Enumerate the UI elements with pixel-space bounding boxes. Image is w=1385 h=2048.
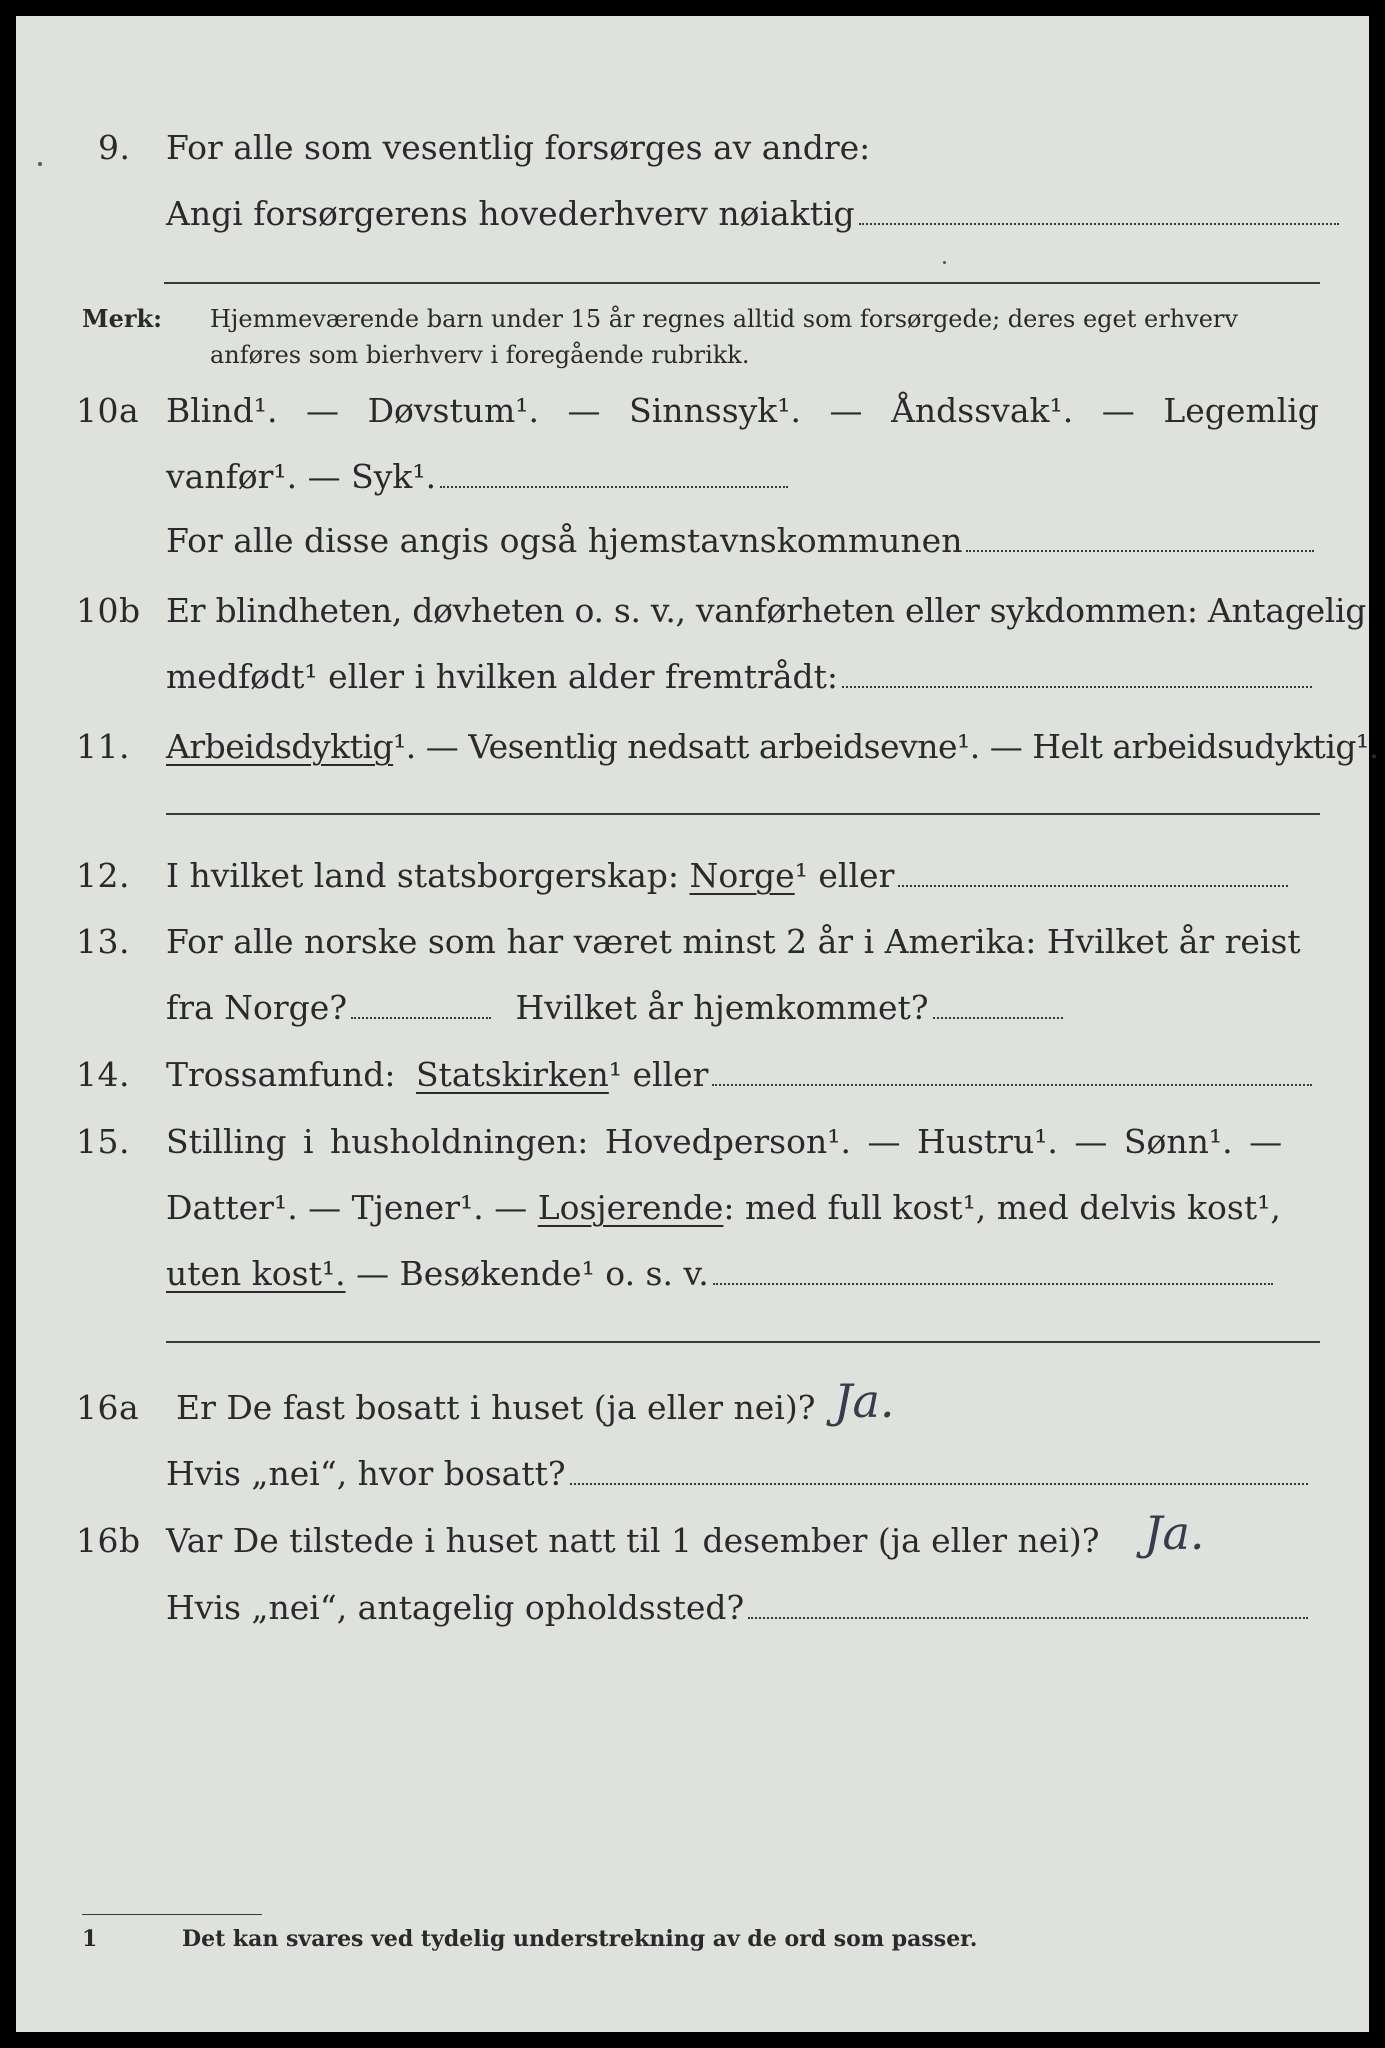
q13-row xyxy=(16,922,1369,982)
q10b-row2 xyxy=(16,657,1369,717)
q10b-number: 10b xyxy=(76,591,141,630)
q15-row3 xyxy=(16,1254,1369,1314)
q16a-residence-field[interactable] xyxy=(570,1482,1308,1485)
q14-or: ¹ eller xyxy=(608,1055,709,1094)
q12-country-field[interactable] xyxy=(898,884,1288,887)
census-form-page xyxy=(16,16,1379,2032)
q10a-options xyxy=(166,391,1319,430)
q15-other-field[interactable] xyxy=(713,1282,1273,1285)
q14-row xyxy=(16,1055,1369,1115)
q14-denomination-field[interactable] xyxy=(712,1083,1312,1086)
q15-option-uten-kost[interactable]: uten kost¹. xyxy=(166,1254,346,1293)
q10a-row3 xyxy=(16,521,1369,581)
q10b-age-field[interactable] xyxy=(842,685,1312,688)
q9-line1: For alle som vesentlig forsørges av andre: xyxy=(166,128,871,167)
q12-number: 12. xyxy=(76,856,130,895)
q9-line2: Angi forsørgerens hovederhverv nøiaktig xyxy=(166,194,855,233)
q15-row2 xyxy=(16,1188,1369,1248)
q11-number: 11. xyxy=(76,727,130,766)
q9-row2 xyxy=(16,194,1369,254)
q13-line1: For alle norske som har været minst 2 år i Amerika: Hvilket år reist xyxy=(166,922,1301,961)
q10a-separator: — xyxy=(829,391,863,430)
q14-option-statskirken[interactable]: Statskirken xyxy=(415,1055,609,1094)
q10a-home-municipality-field[interactable] xyxy=(966,549,1314,552)
q11-other-options: ¹. — Vesentlig nedsatt arbeidsevne¹. — Helt arbeidsudyktig¹. xyxy=(393,727,1379,766)
q15-answer-rule[interactable] xyxy=(166,1341,1320,1343)
q11-row xyxy=(16,727,1379,787)
q15-number: 15. xyxy=(76,1122,130,1161)
q10a-option[interactable]: Sinnssyk¹. xyxy=(629,391,801,430)
q9-answer-rule[interactable] xyxy=(164,282,1320,284)
q10a-option[interactable]: Legemlig xyxy=(1163,391,1319,430)
q15-line2-start: Datter¹. — Tjener¹. — xyxy=(166,1188,528,1227)
q15-option-losjerende[interactable]: Losjerende xyxy=(537,1188,724,1227)
q10a-option[interactable]: Åndssvak¹. xyxy=(891,391,1074,430)
q13-left-question: fra Norge? xyxy=(166,988,348,1027)
q9-row xyxy=(16,128,1369,188)
q16a-row2 xyxy=(16,1454,1369,1514)
q10a-separator: — xyxy=(306,391,340,430)
q15-row xyxy=(16,1122,1369,1182)
q10b-row xyxy=(16,591,1369,651)
q15-line1: Stilling i husholdningen: Hovedperson¹. — Hustru¹. — Sønn¹. — xyxy=(166,1122,1283,1161)
q11-answer-rule[interactable] xyxy=(166,813,1320,815)
footnote-text: Det kan svares ved tydelig understrekning av de ord som passer. xyxy=(182,1926,978,1952)
q12-option-norge[interactable]: Norge xyxy=(689,856,795,895)
q10b-line1: Er blindheten, døvheten o. s. v., vanførheten eller sykdommen: Antagelig xyxy=(166,591,1367,630)
q12-or: ¹ eller xyxy=(794,856,895,895)
q16a-number: 16a xyxy=(76,1388,140,1427)
q16a-row xyxy=(16,1388,1369,1448)
q15-line3-end: — Besøkende¹ o. s. v. xyxy=(345,1254,709,1293)
merk-line1: Hjemmeværende barn under 15 år regnes alltid som forsørgede; deres eget erhverv xyxy=(210,305,1238,333)
q13-year-returned-field[interactable] xyxy=(933,1016,1063,1019)
paper-speck xyxy=(943,261,946,264)
q10b-line2: medfødt¹ eller i hvilken alder fremtrådt: xyxy=(166,657,839,696)
q15-line2-end: : med full kost¹, med delvis kost¹, xyxy=(723,1188,1281,1227)
q16b-followup: Hvis „nei“, antagelig opholdssted? xyxy=(166,1588,745,1627)
q9-answer-field[interactable] xyxy=(859,222,1339,225)
q10a-row2 xyxy=(16,457,1369,517)
q16b-whereabouts-field[interactable] xyxy=(748,1616,1308,1619)
q16b-row2 xyxy=(16,1588,1369,1648)
q16b-number: 16b xyxy=(76,1521,141,1560)
q12-question: I hvilket land statsborgerskap: xyxy=(166,856,680,895)
q10a-row xyxy=(16,391,1369,451)
q10a-option[interactable]: Blind¹. xyxy=(166,391,278,430)
q13-row2 xyxy=(16,988,1369,1048)
q16a-handwritten-answer: Ja. xyxy=(834,1374,895,1428)
footnote-mark: 1 xyxy=(82,1926,98,1952)
q10a-sick-field[interactable] xyxy=(440,485,788,488)
merk-label: Merk: xyxy=(82,304,162,333)
q16b-question: Var De tilstede i huset natt til 1 desember (ja eller nei)? xyxy=(166,1521,1100,1560)
merk-line2: anføres som bierhverv i foregående rubrikk. xyxy=(210,341,750,369)
q14-question: Trossamfund: xyxy=(166,1055,396,1094)
q10a-line2: vanfør¹. — Syk¹. xyxy=(166,457,437,496)
q12-row xyxy=(16,856,1369,916)
q10a-separator: — xyxy=(1101,391,1135,430)
q16a-followup: Hvis „nei“, hvor bosatt? xyxy=(166,1454,566,1493)
q16b-handwritten-answer: Ja. xyxy=(1144,1506,1205,1560)
q13-number: 13. xyxy=(76,922,130,961)
q10a-line3: For alle disse angis også hjemstavnskommunen xyxy=(166,521,963,560)
q10a-separator: — xyxy=(567,391,601,430)
q13-right-question: Hvilket år hjemkommet? xyxy=(515,988,929,1027)
q13-year-left-field[interactable] xyxy=(351,1016,491,1019)
footnote-divider xyxy=(82,1914,262,1915)
paper-speck xyxy=(38,162,42,166)
q16a-question: Er De fast bosatt i huset (ja eller nei)? xyxy=(176,1388,816,1427)
q9-number: 9. xyxy=(98,128,131,167)
q10a-option[interactable]: Døvstum¹. xyxy=(367,391,539,430)
q14-number: 14. xyxy=(76,1055,130,1094)
q11-option-arbeidsdyktig[interactable]: Arbeidsdyktig xyxy=(166,727,394,766)
q10a-number: 10a xyxy=(76,391,140,430)
